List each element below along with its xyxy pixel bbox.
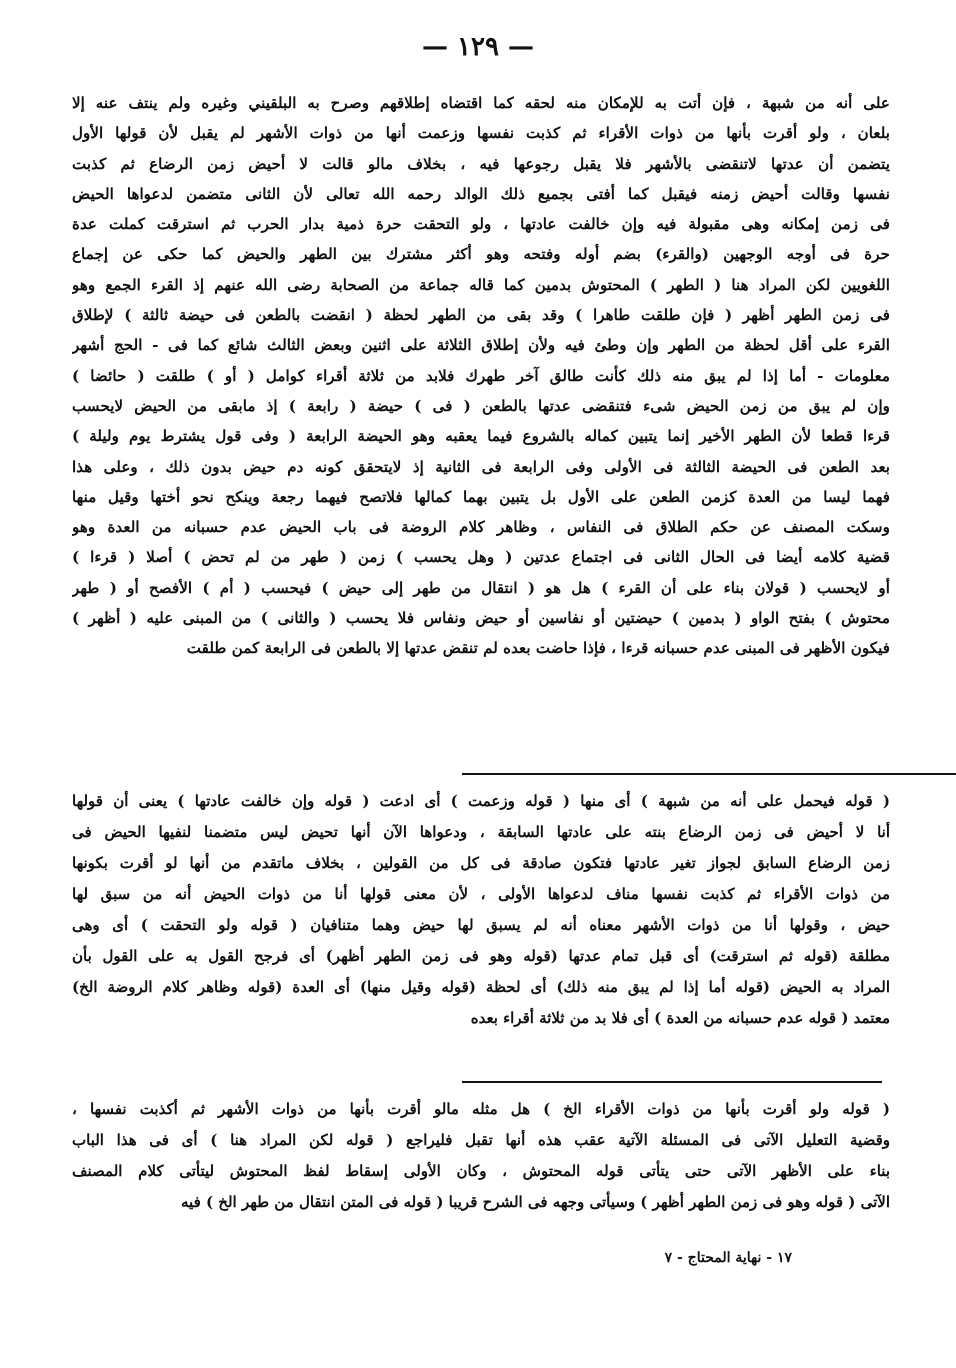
commentary-two-line: وقضية التعليل الآتى فى المسئلة الآتية عقب هذه أنها تقبل فليراجع ( قوله لكن المراد هنا ) أى فى هذا الباب [72,1131,890,1149]
commentary-one [72,786,890,1034]
footnote-divider [462,773,956,775]
commentary-one-line: ( قوله فيحمل على أنه من شبهة ) أى منها ( قوله وزعمت ) أى ادعت ( قوله وإن خالفت عادتها ) يعنى أن قولها [72,792,890,810]
main-text-line: فى زمن الطهر أظهر ( فإن طلقت طاهرا ) وقد بقى من الطهر لحظة ( انقضت بالطعن فى حيضة ثالثة ) لإطلاق [72,306,890,325]
commentary-one-line: حيض ، وقولها أنا من ذوات الأشهر معناه أنه لم يسبق لها حيض وهما متنافيان ( قوله ولو التحقت ) أى وهى [72,916,890,934]
main-text-line: وإن لم يبق من زمن الحيض شىء فتنقضى عدتها بالطعن ( فى ) حيضة ( رابعة ) إذ مابقى من الحيض لايحسب [72,396,890,415]
signature-line: ١٧ - نهاية المحتاج - ٧ [664,1250,792,1266]
main-text-line: فيكون الأظهر فى المبنى عدم حسبانه قرءا ، فإذا حاضت بعده لم تنقض عدتها إلا بالطعن فى الرابعة كمن طلقت [186,639,890,658]
main-text-line: نفسها وقالت أحيض زمنه فيقبل كما أفتى بجميع ذلك الوالد رحمه الله تعالى لأن الثانى متضمن لدعواها الحيض [72,184,890,203]
main-text-line: وسكت المصنف عن حكم الطلاق فى النفاس ، وظاهر كلام الروضة فى باب الحيض عدم حسبانه من العدة وهو [72,518,890,537]
main-text-line: قضية كلامه أيضا فى الحال الثانى فى اجتماع عدتين ( وهل يحسب ) زمن ( طهر من لم تحض ) أصلا ( قرءا ) [72,548,890,567]
main-text-line: اللغويين لكن المراد هنا ( الطهر ) المحتوش بدمين كما قاله جماعة من الصحابة رضى الله عنهم إذ القرء الجمع وهو [72,275,890,294]
main-text-line: القرء على أقل لحظة من الطهر وإن وطئ فيه ولأن إطلاق الثلاثة على اثنين وبعض الثالث شائع كما فى - الحج أشهر [72,336,890,355]
main-text-line: يتضمن أن عدتها لاتنقضى بالأشهر فلا يقبل رجوعها فيه ، بخلاف مالو قالت لا أحيض زمن الرضاع ثم كذبت [72,154,890,173]
main-text-line: معلومات - أما إذا لم يبق منه ذلك كأنت طالق آخر طهرك فلابد من ثلاثة أقراء كوامل ( أو ) طلقت ( حائضا ) [72,366,890,385]
commentary-divider [462,1081,882,1083]
commentary-one-line: معتمد ( قوله عدم حسبانه من العدة ) أى فلا بد من ثلاثة أقراء بعده [470,1009,890,1027]
main-text-line: بعد الطعن فى الحيضة الثالثة فى الأولى وفى الرابعة فى الثانية إذ لايتحقق كونه دم حيض بدون ذلك ، وعلى هذا [72,457,890,476]
commentary-two [72,1094,890,1218]
commentary-one-line: أنا لا أحيض فى زمن الرضاع بنته على عادتها السابقة ، ودعواها الآن أنها تحيض ليس متضمنا لنفيها الحيض فى [72,823,890,841]
commentary-one-line: مطلقة (قوله ثم استرقت) أى قبل تمام عدتها (قوله وهو فى زمن الطهر أظهر) أى فرجح القول به على القول بأن [72,947,890,965]
page-number: — ١٢٩ — [421,32,535,62]
main-text-line: قرءا قطعا لأن الطهر الأخير إنما يتبين كماله بالشروع فيما يعقبه وهو الحيضة الرابعة ( وفى قول يشترط يوم وليلة ) [72,427,890,446]
commentary-two-line: بناء على الأظهر الآتى حتى يتأتى قوله المحتوش ، وكان الأولى إسقاط لفظ المحتوش ليتأتى كلام المصنف [72,1162,890,1180]
main-text-line: فهما ليسا من العدة كزمن الطعن على الأول بل يتبين بهما كمالها فلاتصح فيهما رجعة وينكح نحو أختها وقيل منها [72,487,890,506]
commentary-one-line: المراد به الحيض (قوله أما إذا لم يبق منه ذلك) أى لحظة (قوله وقيل منها) أى العدة (قوله وظاهر كلام الروضة الخ) [72,978,890,996]
commentary-two-line: الآتى ( قوله وهو فى زمن الطهر أظهر ) وسيأتى وجهه فى الشرح قريبا ( قوله فى المتن انتقال من طهر الخ ) فيه [181,1193,890,1211]
main-text-line: أو لايحسب ( قولان بناء على أن القرء ) هل هو ( انتقال من طهر إلى حيض ) فيحسب ( أم ) الأفصح أو ( طهر [72,578,890,597]
main-text-line: حرة فى أوجه الوجهين (والقرء) بضم أوله وفتحه وهو أكثر مشترك بين الطهر والحيض كما حكى عن إجماع [72,245,890,264]
main-text-line: على أنه من شبهة ، فإن أتت به للإمكان منه لحقه كما اقتضاه إطلاقهم وصرح به البلقيني وغيره ولم ينتف عنه إلا [72,94,890,112]
commentary-one-line: من ذوات الأقراء ثم كذبت نفسها مناف لدعواها الأولى ، لأن معنى قولها أنا من ذوات الحيض أنه من سبق لها [72,885,890,903]
commentary-two-line: ( قوله ولو أقرت بأنها من ذوات الأقراء الخ ) هل مثله مالو أقرت بأنها من ذوات الأشهر ثم أكذبت نفسها ، [72,1100,890,1118]
commentary-one-line: زمن الرضاع السابق لجواز تغير عادتها فتكون صادقة فى كل من القولين ، بخلاف ماتقدم من أنها لو أقرت بكونها [72,854,890,872]
main-text-line: بلعان ، ولو أقرت بأنها من ذوات الأقراء ثم كذبت نفسها وزعمت أنها من ذوات الأشهر لم يقبل لأن قولها الأول [72,124,890,143]
main-text [72,88,890,664]
main-text-line: محتوش ) بفتح الواو ( بدمين ) حيضتين أو نفاسين أو حيض ونفاس فلا يحسب ( والثانى ) من المبنى عليه ( أظهر ) [72,609,890,628]
main-text-line: فى زمن إمكانه وهى مقبولة فيه وإن خالفت عادتها ، ولو التحقت حرة ذمية بدار الحرب ثم استرقت كملت عدة [72,215,890,234]
